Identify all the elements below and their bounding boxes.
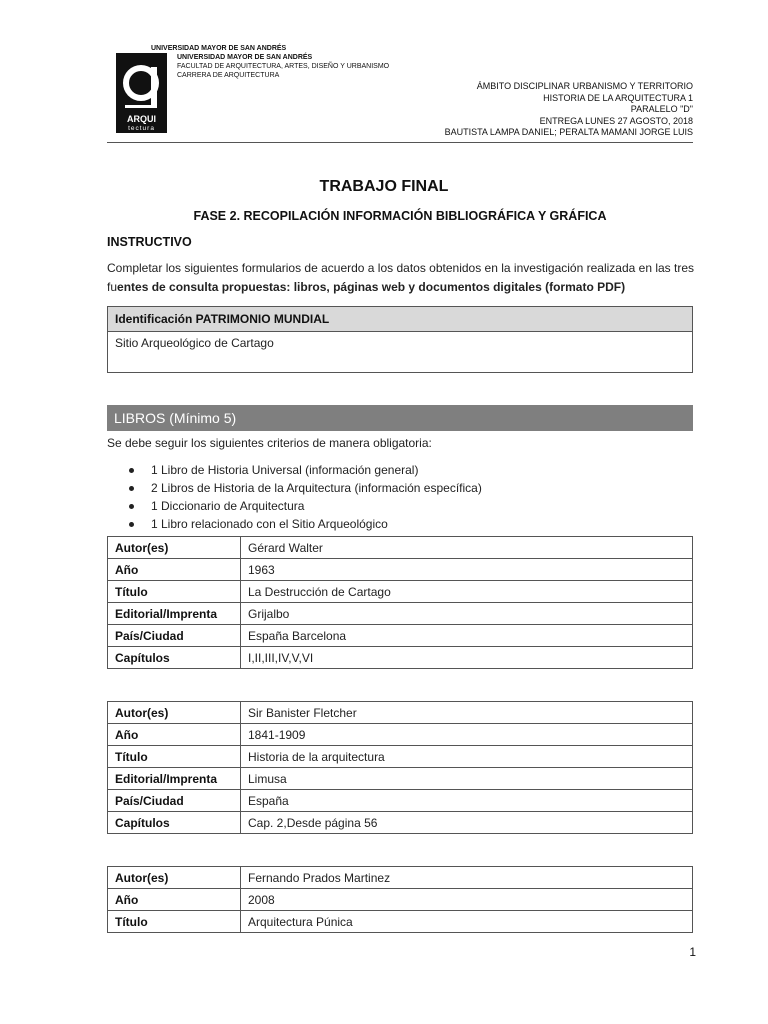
field-value: 2008 — [241, 889, 693, 911]
table-row — [108, 603, 693, 625]
table-row — [108, 746, 693, 768]
field-label: Año — [108, 559, 241, 581]
list-item: 1 Libro relacionado con el Sitio Arqueológico — [128, 515, 482, 533]
field-label: Autor(es) — [108, 702, 241, 724]
course-line: HISTORIA DE LA ARQUITECTURA 1 — [543, 92, 693, 103]
book-table-1 — [107, 536, 693, 669]
faculty-line: FACULTAD DE ARQUITECTURA, ARTES, DISEÑO Y URBANISMO — [177, 63, 390, 70]
field-label: Título — [108, 581, 241, 603]
table-row — [108, 724, 693, 746]
table-row — [108, 537, 693, 559]
page-number: 1 — [689, 945, 696, 959]
patrimonio-box — [107, 306, 693, 373]
table-row — [108, 647, 693, 669]
field-value: I,II,III,IV,V,VI — [241, 647, 693, 669]
field-value: España — [241, 790, 693, 812]
field-value: 1963 — [241, 559, 693, 581]
list-item: 1 Libro de Historia Universal (información general) — [128, 461, 482, 479]
table-row — [108, 559, 693, 581]
field-value: Grijalbo — [241, 603, 693, 625]
field-label: Editorial/Imprenta — [108, 603, 241, 625]
field-value: La Destrucción de Cartago — [241, 581, 693, 603]
page-title: TRABAJO FINAL — [319, 178, 449, 195]
table-row — [108, 768, 693, 790]
table-row — [108, 581, 693, 603]
field-label: Año — [108, 724, 241, 746]
patrimonio-header: Identificación PATRIMONIO MUNDIAL — [108, 307, 692, 332]
instructions-paragraph — [107, 259, 699, 297]
field-value: Cap. 2,Desde página 56 — [241, 812, 693, 834]
course-line: PARALELO "D" — [630, 104, 693, 115]
criterios-list — [128, 461, 482, 533]
table-row — [108, 867, 693, 889]
field-value: 1841-1909 — [241, 724, 693, 746]
table-row — [108, 911, 693, 933]
field-label: Capítulos — [108, 647, 241, 669]
table-row — [108, 889, 693, 911]
field-label: Editorial/Imprenta — [108, 768, 241, 790]
logo-text: ARQUI — [127, 114, 156, 124]
authors-line: BAUTISTA LAMPA DANIEL; PERALTA MAMANI JORGE LUIS — [444, 127, 693, 138]
field-value: Arquitectura Púnica — [241, 911, 693, 933]
field-label: Autor(es) — [108, 537, 241, 559]
field-label: País/Ciudad — [108, 625, 241, 647]
field-label: Autor(es) — [108, 867, 241, 889]
field-label: Título — [108, 911, 241, 933]
field-value: Limusa — [241, 768, 693, 790]
libros-section-title: LIBROS (Mínimo 5) — [107, 405, 693, 431]
field-label: Año — [108, 889, 241, 911]
document-header — [107, 44, 693, 143]
list-item: 1 Diccionario de Arquitectura — [128, 497, 482, 515]
instructions-text: Completar los siguientes formularios de acuerdo a los datos obtenidos en la investigación realizada en las tres fu — [107, 261, 694, 294]
university-info — [151, 44, 389, 80]
book-table-3 — [107, 866, 693, 933]
table-row — [108, 625, 693, 647]
university-line: UNIVERSIDAD MAYOR DE SAN ANDRÉS — [177, 54, 313, 61]
field-value: España Barcelona — [241, 625, 693, 647]
logo-subtext: tectura — [128, 125, 155, 132]
table-row — [108, 790, 693, 812]
field-label: Título — [108, 746, 241, 768]
university-line: UNIVERSIDAD MAYOR DE SAN ANDRÉS — [151, 45, 287, 52]
field-value: Fernando Prados Martinez — [241, 867, 693, 889]
field-value: Gérard Walter — [241, 537, 693, 559]
course-info — [445, 81, 693, 139]
list-item: 2 Libros de Historia de la Arquitectura (información específica) — [128, 479, 482, 497]
book-table-2 — [107, 701, 693, 834]
patrimonio-value: Sitio Arqueológico de Cartago — [115, 336, 274, 350]
field-value: Sir Banister Fletcher — [241, 702, 693, 724]
table-row — [108, 702, 693, 724]
course-line: ENTREGA LUNES 27 AGOSTO, 2018 — [539, 115, 693, 126]
instructions-text-bold: entes de consulta propuestas: libros, páginas web y documentos digitales (formato PDF) — [117, 280, 626, 294]
field-value: Historia de la arquitectura — [241, 746, 693, 768]
course-line: ÁMBITO DISCIPLINAR URBANISMO Y TERRITORIO — [476, 81, 693, 91]
career-line: CARRERA DE ARQUITECTURA — [177, 72, 280, 79]
field-label: Capítulos — [108, 812, 241, 834]
criterios-text: Se debe seguir los siguientes criterios de manera obligatoria: — [107, 436, 432, 450]
page-subtitle: FASE 2. RECOPILACIÓN INFORMACIÓN BIBLIOGRÁFICA Y GRÁFICA — [193, 209, 607, 223]
field-label: País/Ciudad — [108, 790, 241, 812]
instructivo-heading: INSTRUCTIVO — [107, 235, 192, 249]
table-row — [108, 812, 693, 834]
